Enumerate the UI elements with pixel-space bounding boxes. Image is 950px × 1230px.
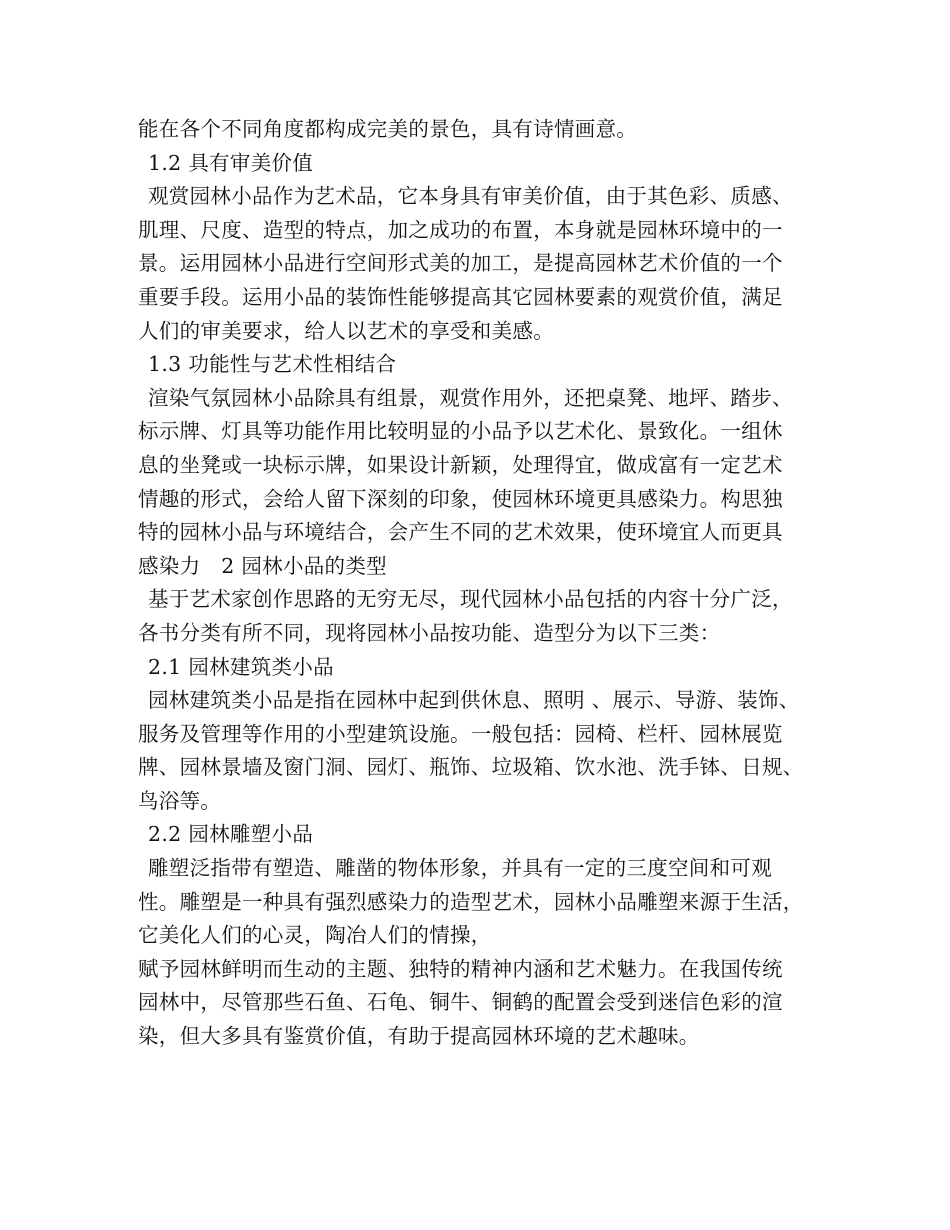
body-line: 园林中，尽管那些石鱼、石龟、铜牛、铜鹤的配置会受到迷信色彩的渲 — [138, 990, 783, 1015]
body-line: 景。运用园林小品进行空间形式美的加工，是提高园林艺术价值的一个 — [138, 251, 783, 276]
body-line: 人们的审美要求，给人以艺术的享受和美感。 — [138, 318, 554, 343]
body-line: 重要手段。运用小品的装饰性能够提高其它园林要素的观赏价值，满足 — [138, 284, 783, 309]
body-line: 它美化人们的心灵，陶冶人们的情操， — [138, 923, 492, 948]
body-line: 服务及管理等作用的小型建筑设施。一般包括：园椅、栏杆、园林展览 — [138, 721, 783, 746]
body-line: 息的坐凳或一块标示牌，如果设计新颖，处理得宜，做成富有一定艺术 — [138, 452, 783, 477]
body-line-with-section-2-title: 感染力 2 园林小品的类型 — [138, 553, 387, 578]
body-line: 能在各个不同角度都构成完美的景色，具有诗情画意。 — [138, 117, 638, 141]
paragraph-start-line: 基于艺术家创作思路的无穷无尽，现代园林小品包括的内容十分广泛， — [148, 587, 793, 612]
body-line: 各书分类有所不同，现将园林小品按功能、造型分为以下三类： — [138, 620, 721, 645]
body-line: 情趣的形式，会给人留下深刻的印象，使园林环境更具感染力。构思独 — [138, 486, 783, 511]
paragraph-start-line: 渲染气氛园林小品除具有组景，观赏作用外，还把桌凳、地坪、踏步、 — [148, 385, 793, 410]
paragraph-start-line: 观赏园林小品作为艺术品，它本身具有审美价值，由于其色彩、质感、 — [148, 184, 793, 209]
paragraph-start-line: 园林建筑类小品是指在园林中起到供休息、照明 、展示、导游、装饰、 — [148, 688, 800, 713]
section-heading-2-2: 2.2 园林雕塑小品 — [148, 822, 314, 847]
section-heading-2-1: 2.1 园林建筑类小品 — [148, 654, 334, 679]
document-body — [138, 113, 838, 1054]
section-heading-1-2: 1.2 具有审美价值 — [148, 150, 314, 175]
body-line: 标示牌、灯具等功能作用比较明显的小品予以艺术化、景致化。一组休 — [138, 419, 783, 444]
body-line: 染，但大多具有鉴赏价值，有助于提高园林环境的艺术趣味。 — [138, 1024, 700, 1049]
body-line: 赋予园林鲜明而生动的主题、独特的精神内涵和艺术魅力。在我国传统 — [138, 956, 783, 981]
body-line: 特的园林小品与环境结合，会产生不同的艺术效果，使环境宜人而更具 — [138, 520, 783, 545]
paragraph-start-line: 雕塑泛指带有塑造、雕凿的物体形象，并具有一定的三度空间和可观 — [148, 856, 772, 881]
body-line: 肌理、尺度、造型的特点，加之成功的布置，本身就是园林环境中的一 — [138, 217, 783, 242]
section-heading-1-3: 1.3 功能性与艺术性相结合 — [148, 352, 397, 377]
body-line: 鸟浴等。 — [138, 788, 222, 813]
body-line: 牌、园林景墙及窗门洞、园灯、瓶饰、垃圾箱、饮水池、洗手钵、日规、 — [138, 755, 804, 780]
body-line: 性。雕塑是一种具有强烈感染力的造型艺术，园林小品雕塑来源于生活， — [138, 889, 804, 914]
